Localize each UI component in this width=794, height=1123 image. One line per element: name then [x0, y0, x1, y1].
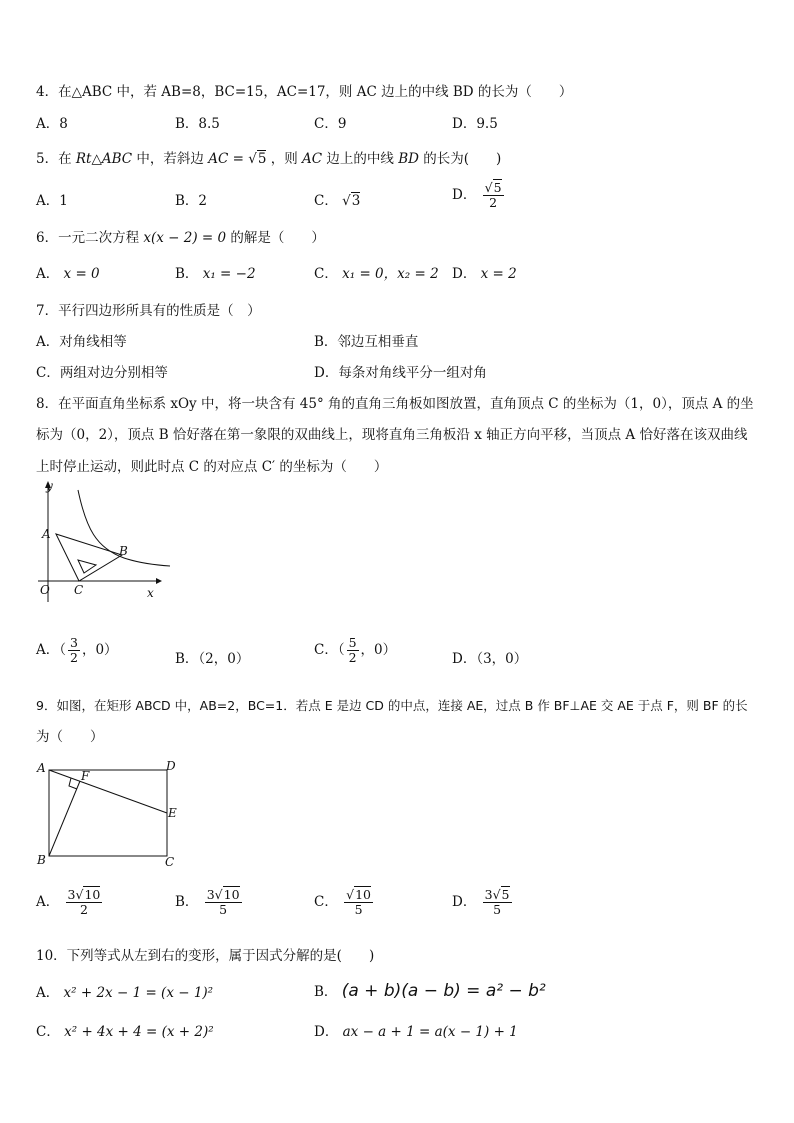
q5-text-2: 中，若斜边 [136, 151, 204, 167]
q8-label-c: C [74, 583, 84, 597]
q8-label-b: B [119, 544, 128, 558]
q9-option-d-root: 5 [501, 887, 510, 902]
q9-label-d: D [166, 759, 176, 773]
q4-option-a[interactable]: A．8 [36, 116, 68, 132]
q8-option-a-fraction [68, 636, 80, 665]
q5-stem: 5．在 Rt△ABC 中，若斜边 AC = √5 ，则 AC 边上的中线 BD 的长为( ) [36, 151, 502, 167]
q8-option-d[interactable]: D．（3，0） [452, 651, 528, 667]
q10-option-b-value: (a + b)(a − b) = a² − b² [341, 981, 546, 1001]
q8-x-axis-arrow [156, 578, 162, 584]
q7-option-d[interactable]: D．每条对角线平分一组对角 [314, 365, 487, 381]
q9-option-b[interactable] [175, 888, 244, 917]
q7-option-c[interactable]: C．两组对边分别相等 [36, 365, 168, 381]
q5-bd: BD [398, 151, 419, 167]
q10-option-d-label: D． [314, 1024, 339, 1040]
q9-option-b-label: B． [175, 894, 199, 910]
q9-option-d-coef: 3 [484, 887, 493, 902]
q5-text-5: 的长为( ) [423, 151, 502, 167]
q8-label-x: x [147, 586, 154, 600]
q7-stem: 7．平行四边形所具有的性质是（ ） [36, 303, 261, 319]
q9-segment-bf [49, 781, 80, 856]
q8-option-a[interactable] [36, 636, 118, 665]
q9-label-a: A [37, 761, 46, 775]
q8-option-c[interactable] [314, 636, 396, 665]
q4-option-c[interactable]: C．9 [314, 116, 347, 132]
q5-root5: 5 [257, 151, 267, 167]
q5-option-d-num: 5 [493, 180, 502, 195]
q4-stem: 4．在△ABC 中，若 AB=8，BC=15，AC=17，则 AC 边上的中线 BD 的长为（ ） [36, 84, 573, 100]
q8-option-a-den: 2 [70, 650, 78, 665]
q5-ac: AC [208, 151, 229, 167]
q8-stem-line-2: 标为（0，2），顶点 B 恰好落在第一象限的双曲线上，现将直角三角板沿 x 轴正方向平移，当顶点 A 恰好落在该双曲线 [36, 427, 748, 443]
q9-option-a-root: 10 [84, 887, 101, 902]
q6-text-2: 的解是（ ） [230, 230, 325, 246]
q7-option-b[interactable]: B．邻边互相垂直 [314, 334, 419, 350]
q9-stem-line-1: 9．如图，在矩形 ABCD 中，AB=2，BC=1．若点 E 是边 CD 的中点，连接 AE，过点 B 作 BF⊥AE 交 AE 于点 F，则 BF 的长 [36, 698, 748, 713]
q6-option-b-label: B． [175, 266, 199, 282]
q9-label-f: F [81, 769, 90, 783]
q8-option-a-num: 3 [70, 635, 78, 650]
q8-option-c-post: ，0） [360, 642, 397, 658]
q10-stem: 10．下列等式从左到右的变形，属于因式分解的是( ) [36, 948, 375, 964]
q6-option-b-value: x₁ = −2 [202, 266, 256, 282]
q6-option-c-value: x₁ = 0，x₂ = 2 [342, 266, 439, 282]
q8-stem-line-1: 8．在平面直角坐标系 xOy 中，将一块含有 45° 角的直角三角板如图放置，直角顶点 C 的坐标为（1，0），顶点 A 的坐 [36, 396, 754, 412]
q9-option-b-coef: 3 [206, 887, 215, 902]
q5-text-4: 边上的中线 [326, 151, 394, 167]
q5-text-1: 5．在 [36, 151, 72, 167]
q9-option-a-den: 2 [79, 902, 88, 917]
q4-option-d[interactable]: D．9.5 [452, 116, 498, 132]
q8-option-c-den: 2 [348, 650, 357, 665]
q9-option-d-label: D． [452, 894, 477, 910]
q9-label-b: B [37, 853, 46, 867]
q8-triangle [56, 534, 122, 581]
q5-triangle: Rt△ABC [75, 151, 133, 167]
q9-option-b-den: 5 [219, 902, 228, 917]
q10-option-a[interactable] [36, 984, 213, 1002]
q8-option-c-num: 5 [348, 635, 357, 650]
q9-option-c-fraction: $\frac{√10}{5}$ [346, 887, 372, 917]
q7-option-a[interactable]: A．对角线相等 [36, 334, 127, 350]
q5-option-a[interactable]: A．1 [36, 193, 68, 209]
q5-option-d-den: 2 [489, 195, 498, 210]
q6-stem [36, 229, 325, 247]
q5-ac-2: AC [302, 151, 323, 167]
q9-option-d[interactable] [452, 888, 514, 917]
q6-option-c-label: C． [314, 266, 338, 282]
q9-option-d-fraction: $\frac{3√5}{5}$ [484, 887, 510, 917]
q8-option-c-fraction [347, 636, 359, 665]
q6-text-1: 6．一元二次方程 [36, 230, 140, 246]
q10-option-c-label: C． [36, 1024, 60, 1040]
q8-figure [34, 478, 184, 606]
q8-option-b[interactable]: B．（2，0） [175, 651, 250, 667]
q9-option-c-den: 5 [354, 902, 363, 917]
q6-option-b[interactable] [175, 265, 256, 283]
q10-option-d-value: ax − a + 1 = a(x − 1) + 1 [342, 1024, 518, 1040]
q8-option-c-pre: C．（ [314, 642, 345, 658]
q8-triangle-hole [78, 560, 96, 573]
q5-option-b[interactable]: B．2 [175, 193, 208, 209]
q6-option-d[interactable] [452, 265, 517, 283]
q9-option-b-fraction: $\frac{3√10}{5}$ [206, 887, 240, 917]
q10-option-b[interactable] [314, 982, 546, 1001]
q5-eq: = [232, 151, 244, 167]
q5-option-c-root: 3 [351, 193, 361, 209]
q5-option-c-label: C． [314, 193, 338, 209]
q8-option-a-post: ，0） [81, 642, 118, 658]
q10-option-c[interactable] [36, 1023, 214, 1041]
q5-option-d-label: D． [452, 187, 477, 203]
q9-option-b-root: 10 [223, 887, 240, 902]
q6-equation: x(x − 2) = 0 [143, 230, 227, 246]
q8-option-a-pre: A．（ [36, 642, 66, 658]
q6-option-d-label: D． [452, 266, 477, 282]
q8-label-a: A [42, 527, 51, 541]
q9-option-c-root: 10 [355, 887, 372, 902]
q9-label-c: C [165, 855, 175, 868]
q10-option-b-label: B． [314, 984, 338, 1000]
q6-option-a-value: x = 0 [63, 266, 100, 282]
q10-option-a-label: A． [36, 985, 60, 1001]
q9-option-d-den: 5 [493, 902, 502, 917]
q8-stem-line-3: 上时停止运动，则此时点 C 的对应点 C′ 的坐标为（ ） [36, 459, 388, 475]
q9-option-a-label: A． [36, 894, 60, 910]
q9-figure [34, 758, 184, 868]
q10-option-d[interactable] [314, 1023, 518, 1041]
q9-option-c[interactable] [314, 888, 375, 917]
q6-option-a[interactable] [36, 265, 100, 283]
q9-option-a[interactable] [36, 888, 104, 917]
q10-option-c-value: x² + 4x + 4 = (x + 2)² [64, 1024, 214, 1040]
q6-option-a-label: A． [36, 266, 60, 282]
q5-text-3: ，则 [270, 151, 298, 167]
q5-option-c[interactable]: C． √3 [314, 193, 361, 209]
q9-stem-line-2: 为（ ） [36, 729, 104, 745]
q5-option-d-fraction: $\frac{√5}{2}$ [484, 180, 502, 210]
q8-label-y: y [46, 479, 53, 493]
q4-option-b[interactable]: B．8.5 [175, 116, 220, 132]
q9-label-e: E [168, 806, 177, 820]
q6-option-c[interactable] [314, 265, 439, 283]
q9-option-a-coef: 3 [67, 887, 76, 902]
q5-option-d[interactable] [452, 181, 506, 210]
q9-option-c-label: C． [314, 894, 338, 910]
q6-option-d-value: x = 2 [480, 266, 517, 282]
q10-option-a-value: x² + 2x − 1 = (x − 1)² [63, 985, 214, 1001]
q9-option-a-fraction: $\frac{3√10}{2}$ [67, 887, 101, 917]
q8-label-o: O [40, 583, 50, 597]
q9-segment-ae [49, 770, 167, 813]
